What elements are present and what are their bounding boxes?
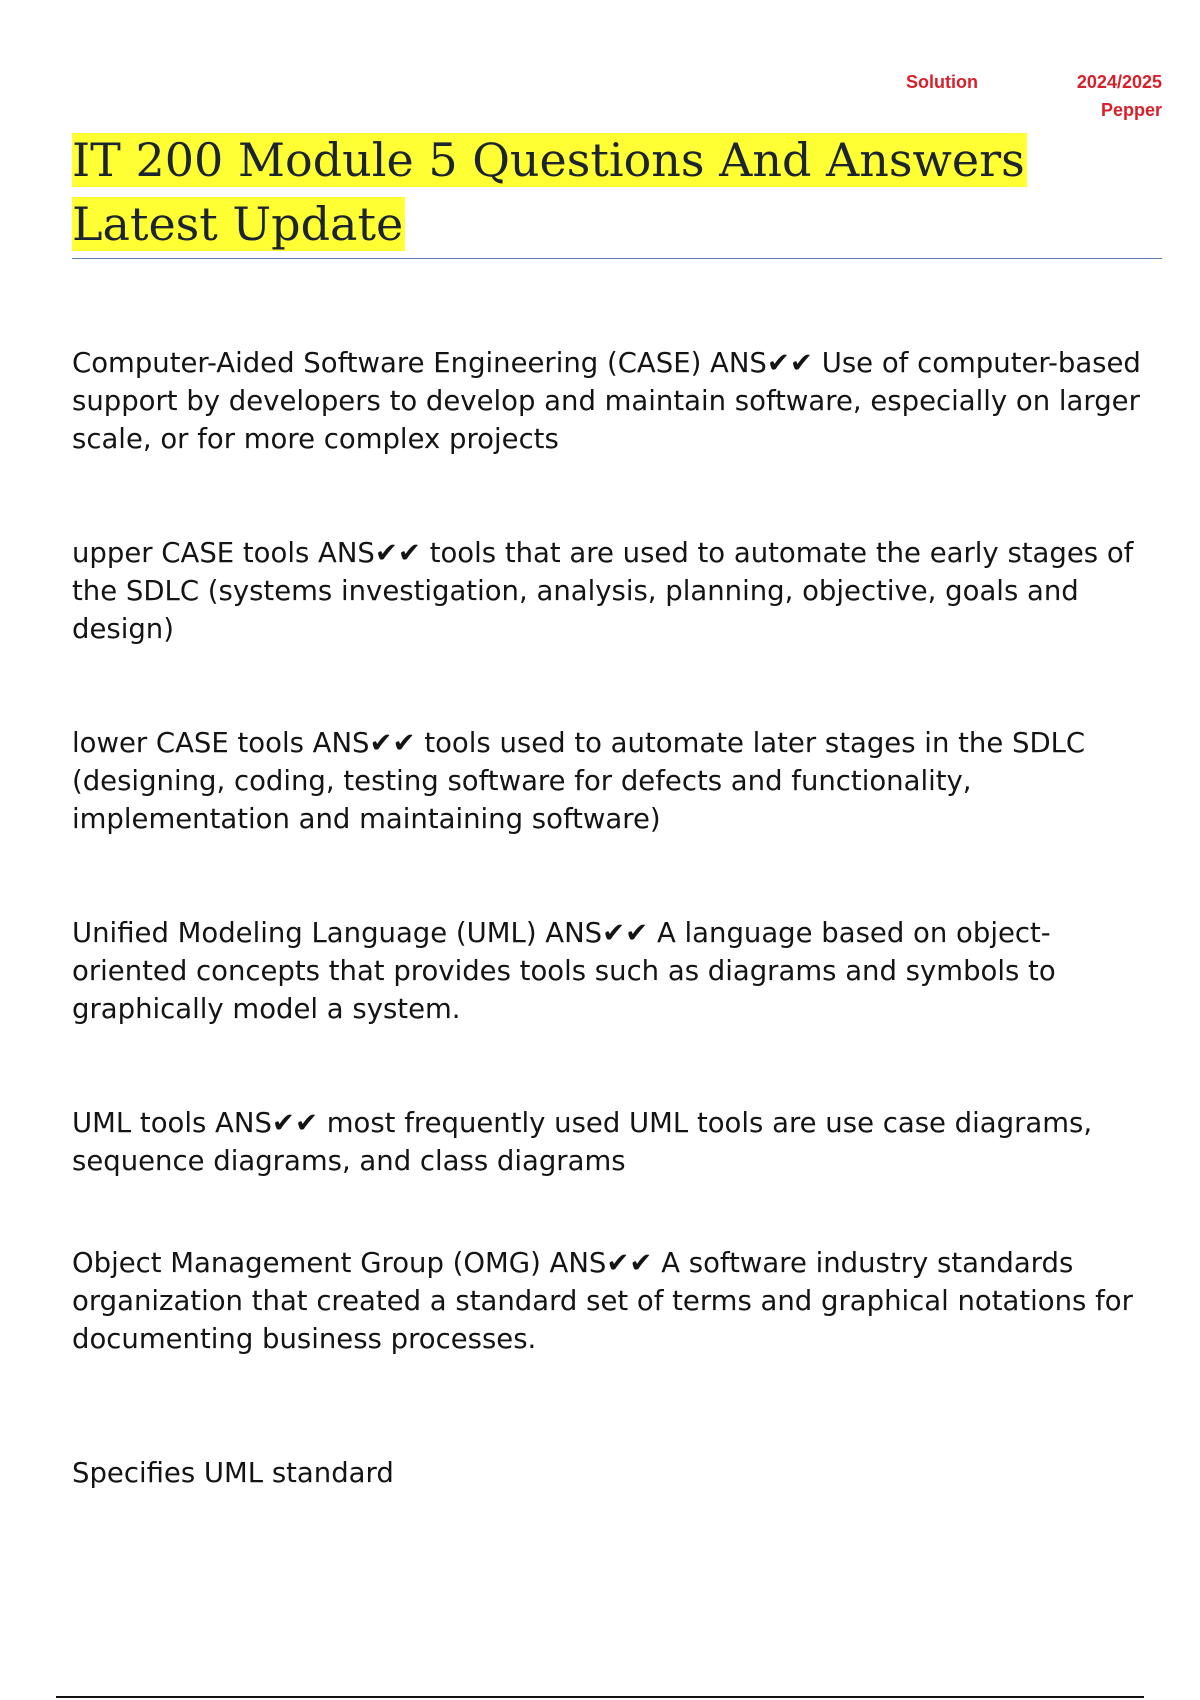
document-title-text: IT 200 Module 5 Questions And Answers Latest Update bbox=[72, 133, 1025, 251]
trailing-text: Specifies UML standard bbox=[72, 1457, 394, 1489]
qa-item: lower CASE tools ANS✔✔ tools used to automate later stages in the SDLC (designing, coding, testing software for defects and functionality, implementation and maintaining software) bbox=[72, 727, 1086, 835]
qa-item: Computer-Aided Software Engineering (CASE) ANS✔✔ Use of computer-based support by developers to develop and maintain software, especially on larger scale, or for more complex projects bbox=[72, 347, 1141, 455]
solution-label: Solution bbox=[906, 72, 978, 92]
qa-item: UML tools ANS✔✔ most frequently used UML tools are use case diagrams, sequence diagrams, and class diagrams bbox=[72, 1107, 1093, 1177]
qa-item: Unified Modeling Language (UML) ANS✔✔ A language based on object-oriented concepts that provides tools such as diagrams and symbols to graphically model a system. bbox=[72, 917, 1056, 1025]
title-block bbox=[72, 128, 1162, 256]
year-label: 2024/2025 bbox=[1076, 72, 1162, 92]
document-header-meta bbox=[880, 72, 1162, 128]
document-title bbox=[72, 128, 1162, 256]
qa-item: Object Management Group (OMG) ANS✔✔ A software industry standards organization that created a standard set of terms and graphical notations for documenting business processes. bbox=[72, 1247, 1133, 1355]
qa-item: upper CASE tools ANS✔✔ tools that are used to automate the early stages of the SDLC (systems investigation, analysis, planning, objective, goals and design) bbox=[72, 537, 1134, 645]
qa-list bbox=[72, 344, 1162, 1434]
footer-divider bbox=[56, 1696, 1144, 1698]
title-divider bbox=[72, 258, 1162, 259]
author-label: Pepper bbox=[1100, 100, 1162, 120]
